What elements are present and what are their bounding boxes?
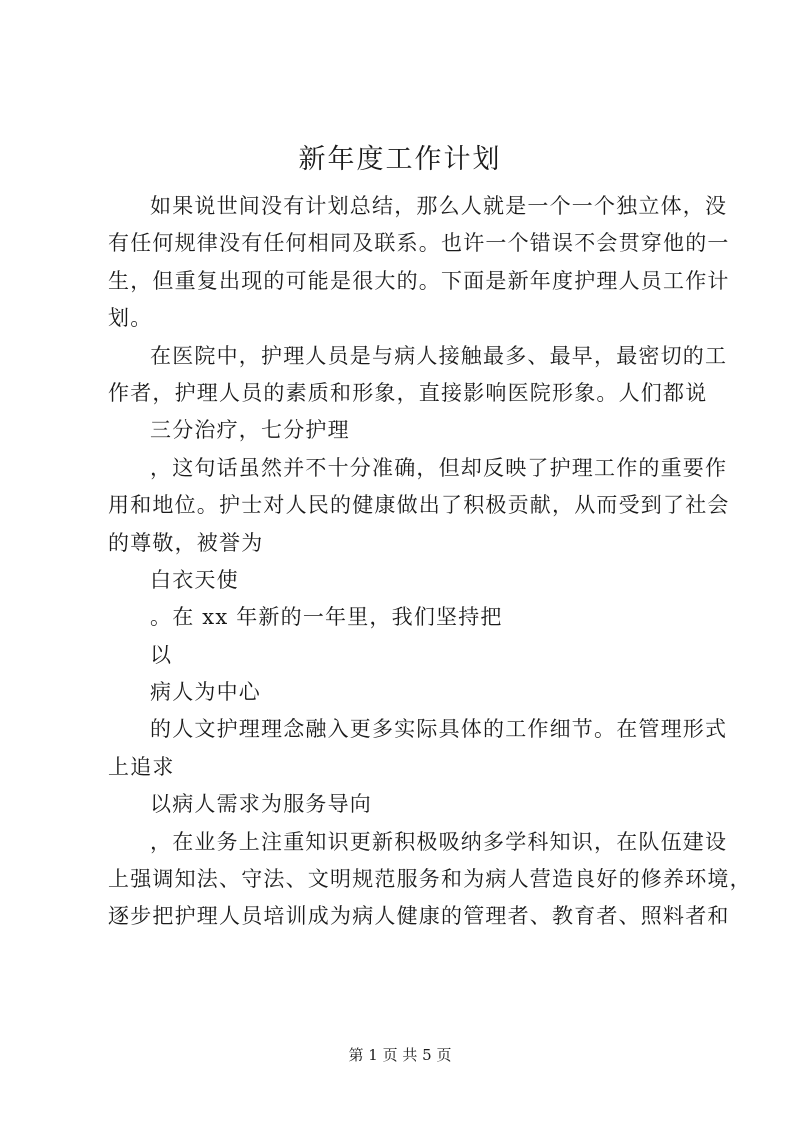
text-line: 划。 — [108, 306, 153, 331]
text-line: 的人文护理理念融入更多实际具体的工作细节。在管理形式 — [150, 717, 728, 742]
text-line: 在医院中，护理人员是与病人接触最多、最早，最密切的工 — [150, 343, 728, 368]
text-line: 逐步把护理人员培训成为病人健康的管理者、教育者、照料者和 — [108, 904, 730, 929]
text-line: ，在业务上注重知识更新积极吸纳多学科知识，在队伍建设 — [150, 829, 728, 854]
text-line: 以病人需求为服务导向 — [150, 792, 372, 817]
text-line: 用和地位。护士对人民的健康做出了积极贡献，从而受到了社会 — [108, 493, 730, 518]
text-line: 以 — [150, 642, 173, 667]
document-title: 新年度工作计划 — [298, 144, 502, 175]
text-line: 上追求 — [108, 754, 175, 779]
text-line: 病人为中心 — [150, 680, 261, 705]
page-footer: 第 1 页 共 5 页 — [348, 1046, 452, 1064]
text-line: 。在 xx 年新的一年里，我们坚持把 — [150, 605, 503, 630]
text-line: 如果说世间没有计划总结，那么人就是一个一个独立体，没 — [150, 194, 728, 218]
text-line: 三分治疗，七分护理 — [150, 418, 350, 443]
text-line: 生，但重复出现的可能是很大的。下面是新年度护理人员工作计 — [108, 268, 730, 293]
document-body — [108, 188, 752, 936]
text-line: 上强调知法、守法、文明规范服务和为病人营造良好的修养环境， — [108, 867, 752, 892]
text-line: 作者，护理人员的素质和形象，直接影响医院形象。人们都说 — [108, 380, 708, 405]
text-line: 白衣天使 — [150, 567, 239, 592]
text-line: 有任何规律没有任何相同及联系。也许一个错误不会贯穿他的一 — [108, 231, 730, 256]
text-line: ，这句话虽然并不十分准确，但却反映了护理工作的重要作 — [150, 455, 728, 480]
text-line: 的尊敬，被誉为 — [108, 530, 264, 555]
